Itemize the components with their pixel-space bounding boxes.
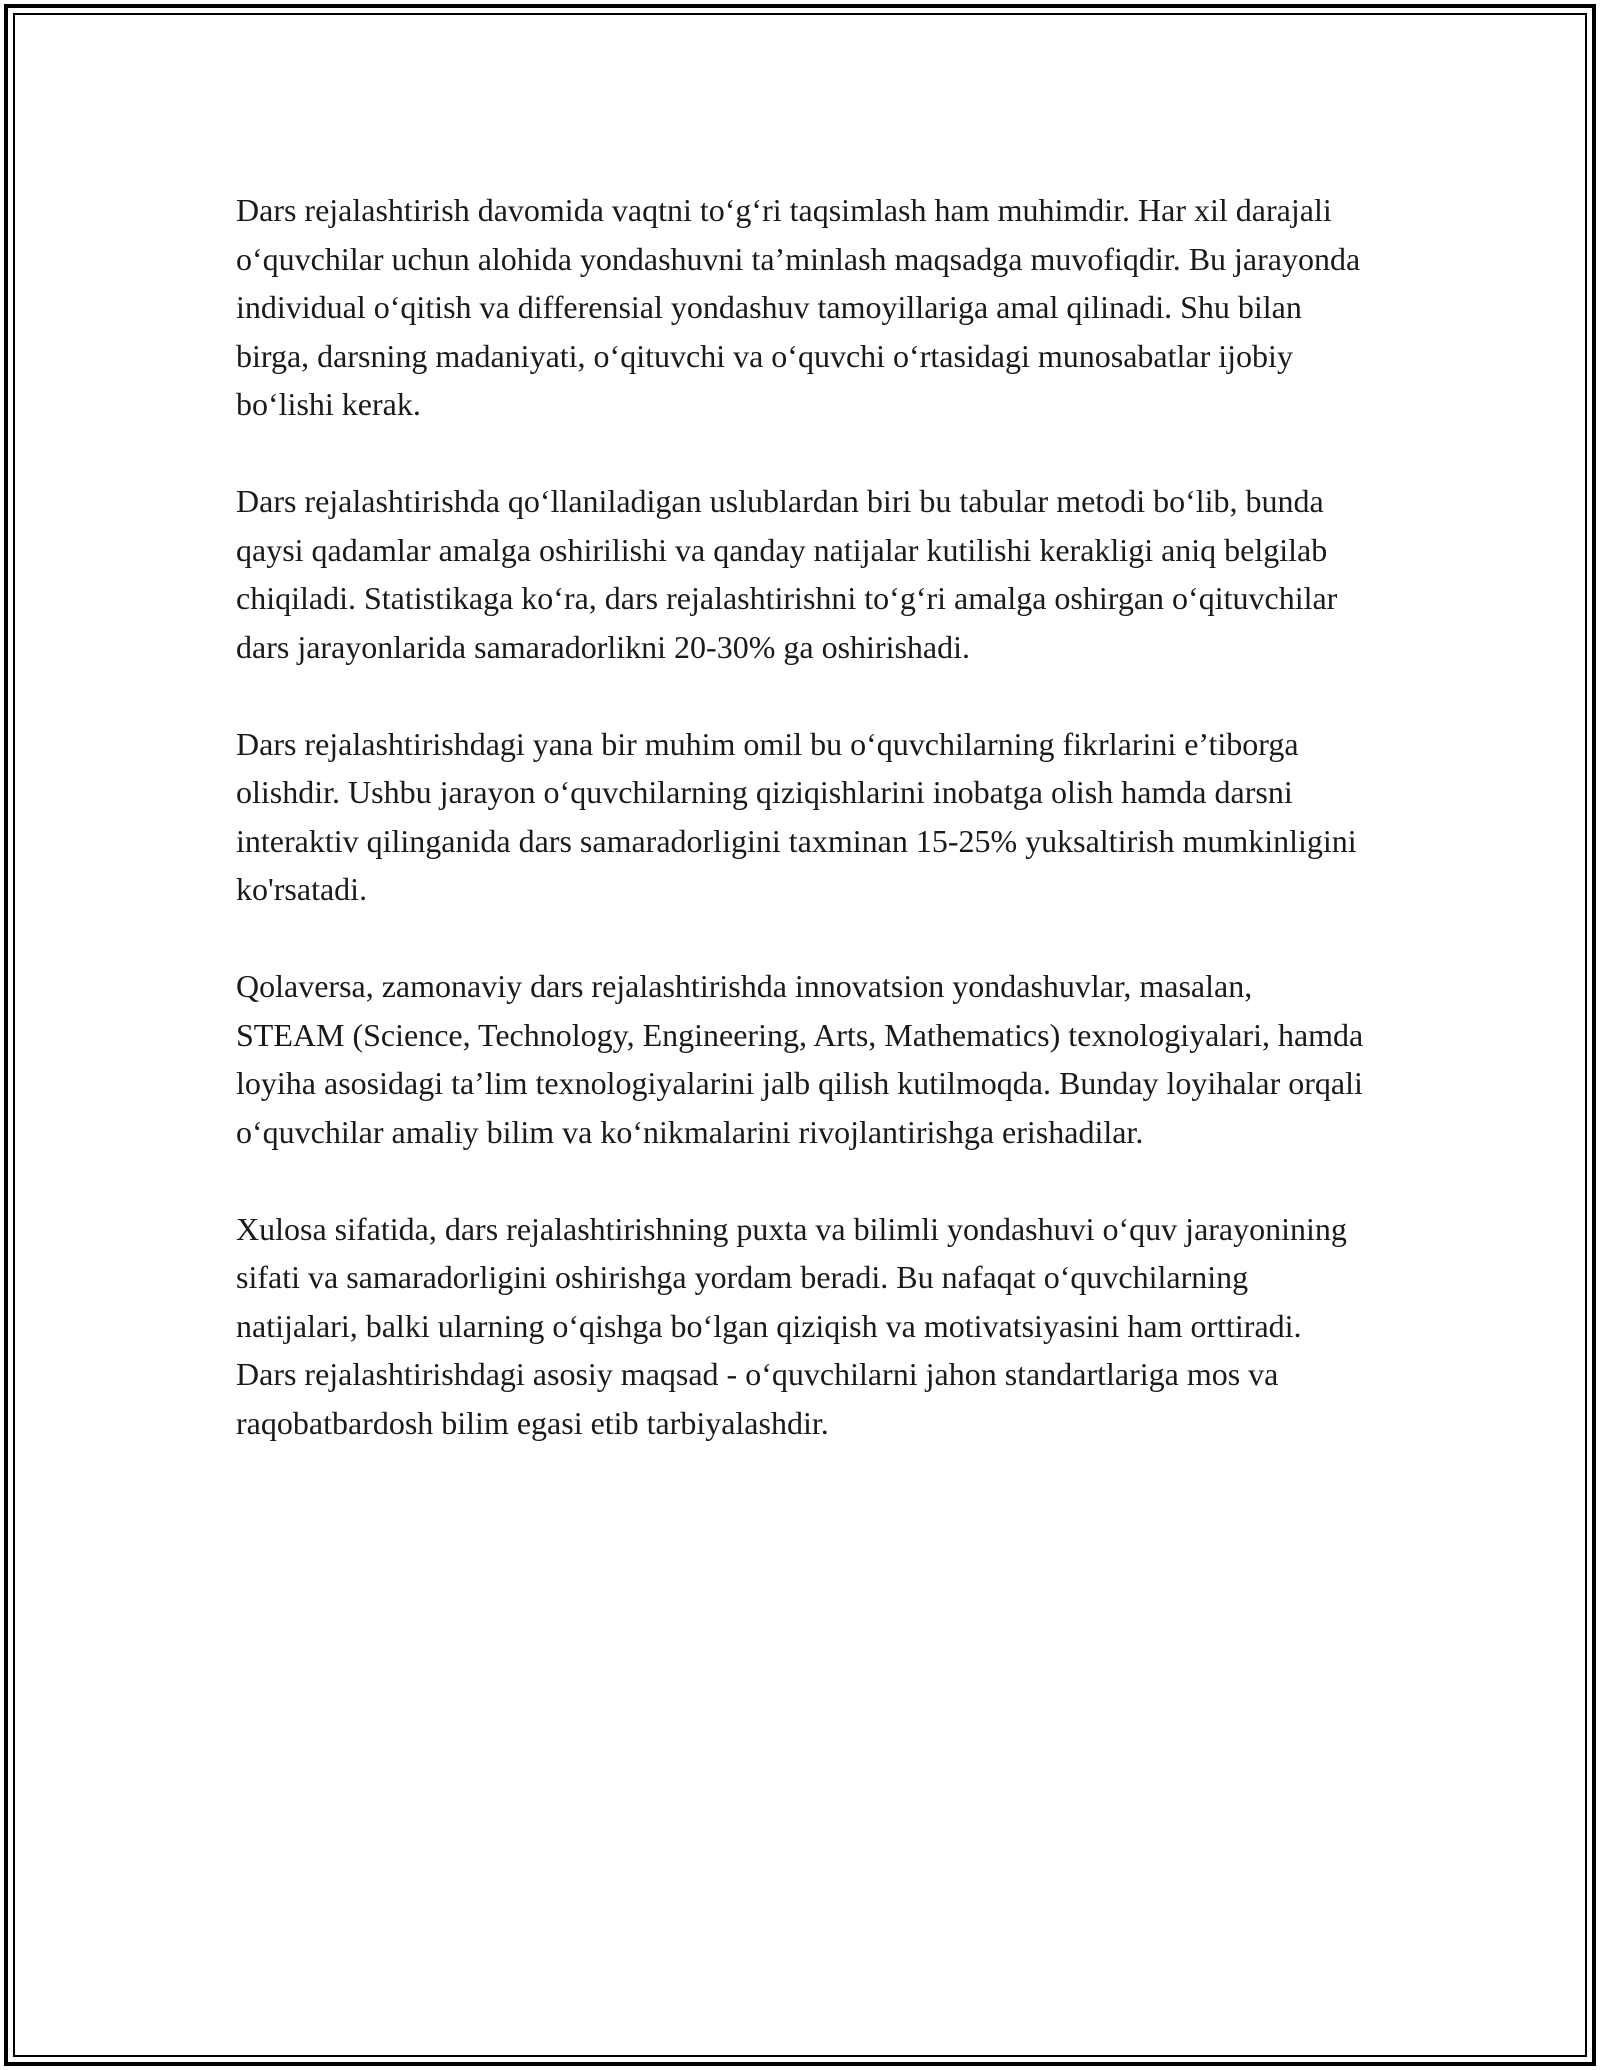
paragraph-3: Dars rejalashtirishdagi yana bir muhim omil bu o‘quvchilarning fikrlarini e’tiborga olishdir. Ushbu jarayon o‘quvchilarning qiziqishlarini inobatga olish hamda darsni interaktiv qilinganida dars samaradorligini taxminan 15-25% yuksaltirish mumkinligini ko'rsatadi. — [236, 725, 1357, 907]
document-body — [236, 186, 1366, 1496]
paragraph-4: Qolaversa, zamonaviy dars rejalashtirishda innovatsion yondashuvlar, masalan, STEAM (Science, Technology, Engineering, Arts, Mathematics) texnologiyalari, hamda loyiha asosidagi ta’lim texnologiyalarini jalb qilish kutilmoqda. Bunday loyihalar orqali o‘quvchilar amaliy bilim va ko‘nikmalarini rivojlantirishga erishadilar. — [236, 968, 1364, 1150]
paragraph-5: Xulosa sifatida, dars rejalashtirishning puxta va bilimli yondashuvi o‘quv jarayonining sifati va samaradorligini oshirishga yordam beradi. Bu nafaqat o‘quvchilarning natijalari, balki ularning o‘qishga bo‘lgan qiziqish va motivatsiyasini ham orttiradi. Dars rejalashtirishdagi asosiy maqsad - o‘quvchilarni jahon standartlariga mos va raqobatbardosh bilim egasi etib tarbiyalashdir. — [236, 1210, 1347, 1441]
paragraph-1: Dars rejalashtirish davomida vaqtni to‘g‘ri taqsimlash ham muhimdir. Har xil darajali o‘quvchilar uchun alohida yondashuvni ta’minlash maqsadga muvofiqdir. Bu jarayonda individual o‘qitish va differensial yondashuv tamoyillariga amal qilinadi. Shu bilan birga, darsning madaniyati, o‘qituvchi va o‘quvchi o‘rtasidagi munosabatlar ijobiy bo‘lishi kerak. — [236, 192, 1361, 422]
paragraph-2: Dars rejalashtirishda qo‘llaniladigan uslublardan biri bu tabular metodi bo‘lib, bunda qaysi qadamlar amalga oshirilishi va qanday natijalar kutilishi kerakligi aniq belgilab chiqiladi. Statistikaga ko‘ra, dars rejalashtirishni to‘g‘ri amalga oshirgan o‘qituvchilar dars jarayonlarida samaradorlikni 20-30% ga oshirishadi. — [236, 483, 1338, 665]
